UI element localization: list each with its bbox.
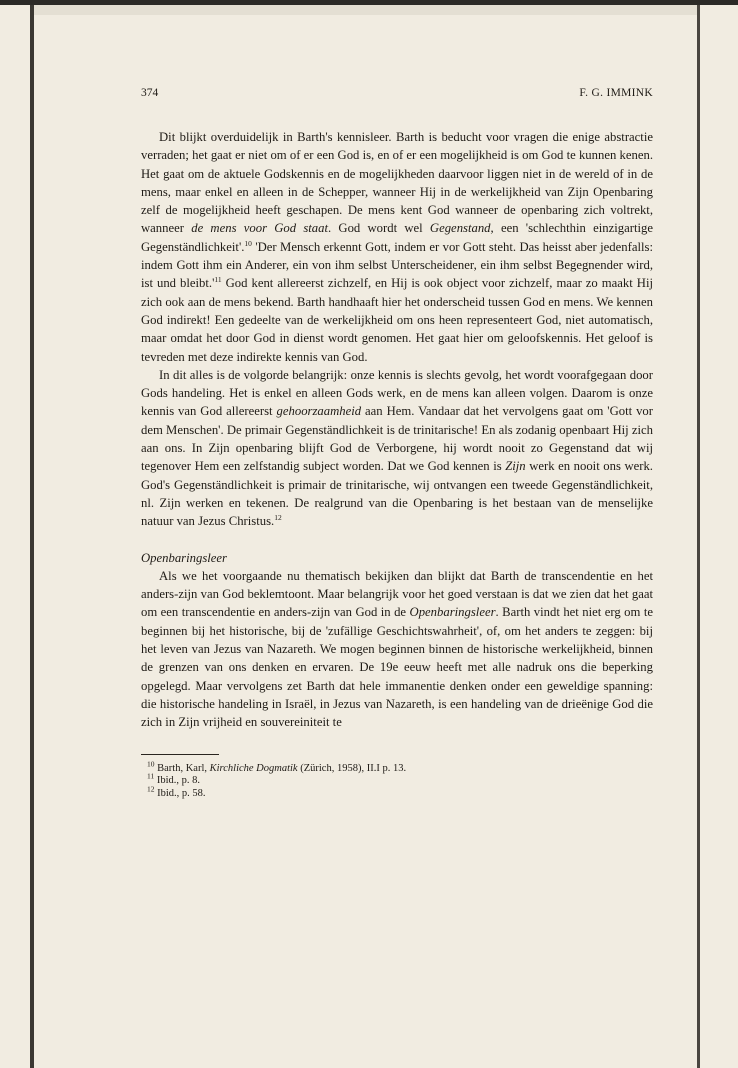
text-run: een 'schlechthin einzigartige Gegenständlichkeit'.: [141, 221, 653, 254]
scan-shadow-strip: [34, 5, 697, 15]
text-run: Dit blijkt overduidelijk in Barth's kennisleer. Barth is beducht voor vragen die enige abstractie verraden; het gaat er niet om of er een God is, en of er een mogelijkheid is om God te kunnen kenen. Het gaat om de aktuele Godskennis en de mogelijkheden daarvoor liggen niet in de wereld of in de mens, maar enkel en alleen in de Schepper, wanneer Hij in de werkelijkheid van Zijn Openbaring zelf de mogelijkheid heeft geschapen. De mens kent God wanneer de openbaring zich voltrekt, wanneer: [141, 130, 653, 236]
text-run: Als we het voorgaande nu thematisch bekijken dan blijkt dat Barth de transcendentie en het anders-zijn van God beklemtoont. Maar belangrijk voor het goed verstaan is dat we zien dat het gaat om een transcendentie en anders-zijn van God in de: [141, 568, 653, 620]
text-run: aan Hem. Vandaar dat het vervolgens gaat om 'Gott vor dem Menschen'. De primair Gegenständlichkeit is de trinitarische! En als zodanig openbaart Hij zich aan ons. In Zijn openbaring blijft God de Verborgene, hij wordt nooit zo Gegenstand dat wij tegenover Hem een zelfstandig subject worden. Dat we God kennen is: [141, 404, 653, 474]
body-text: [141, 128, 653, 732]
section-heading: Openbaringsleer: [141, 550, 227, 565]
text-run: . Barth vindt het niet erg om te beginnen bij het historische, bij de 'zufällige Geschichtswahrheit', of, om het anders te zeggen: bij het leven van Jezus van Nazareth. We mogen beginnen binnen de historische werkelijkheid, binnen de grenzen van ons denken en ervaren. De 19e eeuw heeft met alle nadruk ons die beperking opgelegd. Maar vervolgens zet Barth dat hele immanentie denken onder een geweldige spanning: die historische handeling in Israël, in Jezus van Nazareth, is een handeling van de drieënige God die zich in Zijn vrijheid en souvereiniteit te: [141, 605, 653, 730]
footnotes: [141, 759, 653, 801]
italic-text: gehoorzaamheid: [276, 404, 362, 419]
paragraph: [141, 567, 653, 732]
paragraph: [141, 128, 653, 366]
italic-text: de mens voor God staat: [191, 221, 329, 236]
text-run: Ibid., p. 58.: [154, 787, 206, 799]
text-run: werk en nooit ons werk. God's Gegenständlichkeit is primair de trinitarische, wij ontvangen een tweede Gegenständlichkeit, nl. Zijn werken en tekenen. De realgrund van die Openbaring is het bestaan van de menselijke natuur van Jezus Christus.: [141, 459, 653, 529]
footnote-ref: 10: [147, 759, 155, 768]
footnote: [141, 759, 653, 776]
text-run: (Zürich, 1958), II.I p. 13.: [297, 762, 407, 774]
book-page: [141, 84, 653, 800]
footnote-ref: 10: [244, 238, 252, 248]
text-run: 'Der Mensch erkennt Gott, indem er vor Gott steht. Das heisst aber jedenfalls: indem Gott ihm ein Anderer, ein von ihm selbst Unterscheidener, ein ihm selbst Begegnender wird, ist und bleibt.': [141, 239, 653, 291]
italic-text: Kirchliche Dogmatik: [209, 762, 298, 774]
text-run: God kent allereerst zichzelf, en Hij is ook object voor zichzelf, maar zo maakt Hij zich ook aan de mens bekend. Barth handhaaft hier het onderscheid tussen God en mens. We kennen God indirekt! Een gedeelte van de werkelijkheid om ons heen representeert God, niet automatisch, maar omdat het door God in dienst wordt genomen. Het gaat hier om geloofskennis. Het geloof is tevreden met deze indirekte kennis van God.: [141, 276, 654, 364]
italic-text: Gegenstand,: [429, 221, 494, 236]
italic-text: Openbaringsleer: [409, 605, 496, 620]
footnote: [141, 771, 653, 788]
footnote-ref: 12: [274, 513, 282, 522]
footnote: [141, 784, 653, 801]
footnote-ref: 11: [214, 275, 222, 285]
scan-border-left: [30, 5, 34, 1068]
text-run: In dit alles is de volgorde belangrijk: onze kennis is slechts gevolg, het wordt voorafgegaan door Gods handeling. Het is enkel en alleen Gods werk, en de mens kan alleen volgen. Daarom is onze kennis van God allereerst: [141, 367, 653, 419]
text-run: Barth, Karl,: [154, 762, 210, 774]
italic-text: Zijn: [505, 459, 526, 474]
footnote-ref: 12: [147, 784, 155, 793]
paragraph: [141, 366, 653, 531]
footnote-ref: 11: [147, 771, 155, 781]
running-head-author: F. G. IMMINK: [579, 87, 653, 99]
scan-border-right: [697, 5, 700, 1068]
text-run: . God wordt wel: [328, 221, 430, 236]
footnote-rule: [141, 754, 219, 755]
text-run: Ibid., p. 8.: [154, 775, 201, 786]
page-number: 374: [141, 87, 159, 99]
running-header: [141, 84, 653, 102]
